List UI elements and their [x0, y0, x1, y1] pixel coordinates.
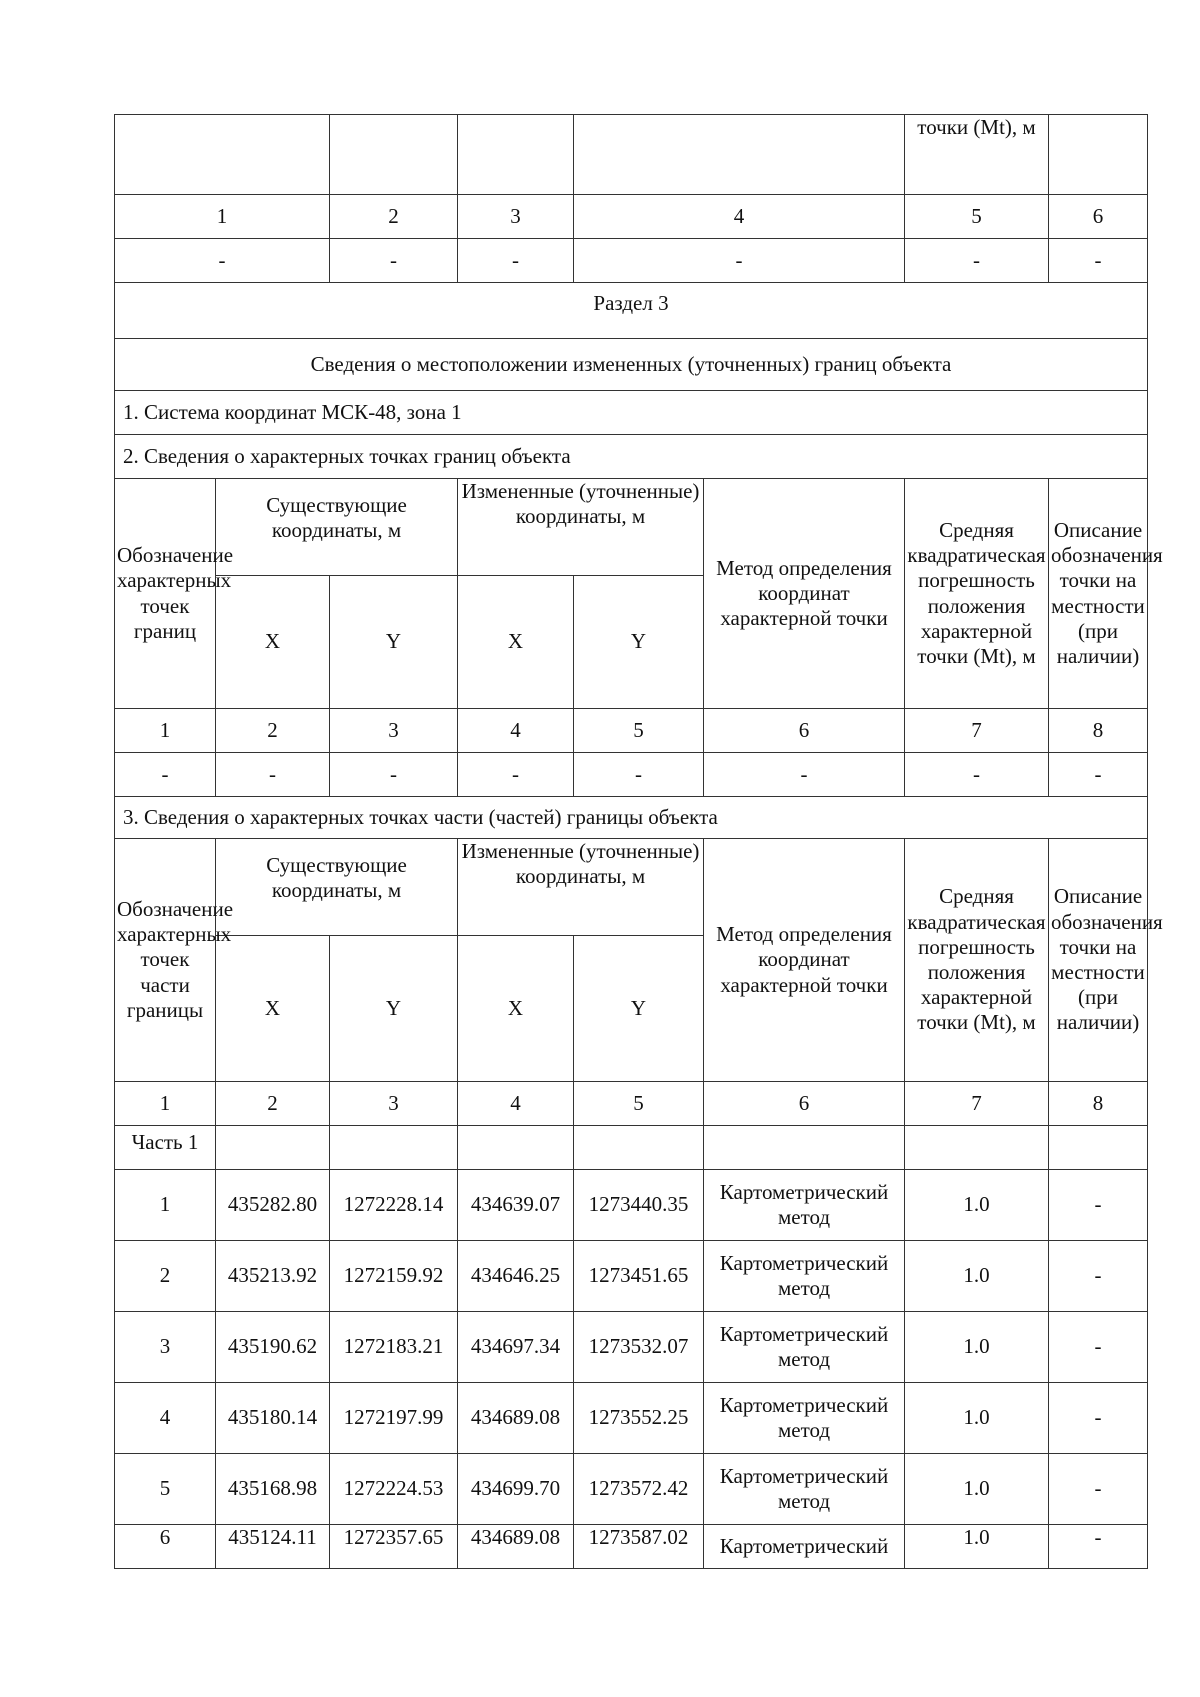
- mt-error: 1.0: [905, 1170, 1049, 1241]
- top-empty-cell: -: [905, 239, 1049, 283]
- header-existing-x: X: [216, 576, 330, 709]
- header-changed-coords: Измененные (уточненные) координаты, м: [458, 479, 704, 576]
- existing-y: 1272159.92: [330, 1241, 458, 1312]
- top-cell: [330, 115, 458, 195]
- empty-cell: -: [1049, 753, 1148, 797]
- changed-x: 434689.08: [458, 1383, 574, 1454]
- description: -: [1049, 1383, 1148, 1454]
- existing-x: 435282.80: [216, 1170, 330, 1241]
- col-number: 3: [330, 709, 458, 753]
- col-number: 2: [216, 709, 330, 753]
- empty-cell: [574, 1126, 704, 1170]
- top-col-number: 4: [574, 195, 905, 239]
- description: -: [1049, 1241, 1148, 1312]
- col-number: 7: [905, 1082, 1049, 1126]
- points-heading: 2. Сведения о характерных точках границ объекта: [115, 435, 1148, 479]
- top-header-fragment-row: [115, 115, 1148, 195]
- empty-cell: -: [330, 753, 458, 797]
- point-number: 4: [115, 1383, 216, 1454]
- col-number: 6: [704, 1082, 905, 1126]
- table-row: [115, 1170, 1148, 1241]
- existing-y: 1272228.14: [330, 1170, 458, 1241]
- top-empty-cell: -: [574, 239, 905, 283]
- mt-error: 1.0: [905, 1312, 1049, 1383]
- point-number: 2: [115, 1241, 216, 1312]
- top-col-number: 6: [1049, 195, 1148, 239]
- points-column-numbers-row: [115, 709, 1148, 753]
- description: -: [1049, 1170, 1148, 1241]
- table-row: [115, 1525, 1148, 1569]
- empty-cell: [330, 1126, 458, 1170]
- header-description: Описание обозначения точки на местности (при наличии): [1049, 479, 1148, 709]
- empty-cell: -: [704, 753, 905, 797]
- method: Картометрический метод: [704, 1170, 905, 1241]
- empty-cell: [216, 1126, 330, 1170]
- header-method: Метод определения координат характерной точки: [704, 839, 905, 1082]
- points-empty-row: [115, 753, 1148, 797]
- changed-y: 1273572.42: [574, 1454, 704, 1525]
- top-header-fragment: точки (Mt), м: [905, 115, 1049, 195]
- point-number: 3: [115, 1312, 216, 1383]
- changed-x: 434646.25: [458, 1241, 574, 1312]
- top-empty-cell: -: [1049, 239, 1148, 283]
- header-existing-coords: Существующие координаты, м: [216, 839, 458, 936]
- empty-cell: [1049, 1126, 1148, 1170]
- part-label-row: [115, 1126, 1148, 1170]
- description: -: [1049, 1454, 1148, 1525]
- empty-cell: -: [458, 753, 574, 797]
- col-number: 7: [905, 709, 1049, 753]
- col-number: 3: [330, 1082, 458, 1126]
- existing-y: 1272183.21: [330, 1312, 458, 1383]
- header-error: Средняя квадратическая погрешность положения характерной точки (Mt), м: [905, 839, 1049, 1082]
- method: Картометрический метод: [704, 1312, 905, 1383]
- changed-y: 1273532.07: [574, 1312, 704, 1383]
- changed-y: 1273451.65: [574, 1241, 704, 1312]
- mt-error: 1.0: [905, 1241, 1049, 1312]
- existing-y: 1272357.65: [330, 1525, 458, 1569]
- coordinate-system: 1. Система координат МСК-48, зона 1: [115, 391, 1148, 435]
- empty-cell: [458, 1126, 574, 1170]
- col-number: 2: [216, 1082, 330, 1126]
- point-number: 6: [115, 1525, 216, 1569]
- empty-cell: -: [216, 753, 330, 797]
- description: -: [1049, 1525, 1148, 1569]
- top-column-numbers-row: [115, 195, 1148, 239]
- top-col-number: 3: [458, 195, 574, 239]
- top-cell: [115, 115, 330, 195]
- description: -: [1049, 1312, 1148, 1383]
- mt-error: 1.0: [905, 1454, 1049, 1525]
- table-row: [115, 1312, 1148, 1383]
- table-row: [115, 1383, 1148, 1454]
- method: Картометрический: [704, 1525, 905, 1569]
- method: Картометрический метод: [704, 1241, 905, 1312]
- top-empty-cell: -: [330, 239, 458, 283]
- top-col-number: 1: [115, 195, 330, 239]
- header-point-designation: Обозначение характерных точек границ: [115, 479, 216, 709]
- empty-cell: -: [115, 753, 216, 797]
- header-existing-y: Y: [330, 936, 458, 1082]
- existing-x: 435124.11: [216, 1525, 330, 1569]
- top-col-number: 2: [330, 195, 458, 239]
- header-part-point-designation: Обозначение характерных точек части границы: [115, 839, 216, 1082]
- existing-x: 435180.14: [216, 1383, 330, 1454]
- table-row: [115, 1454, 1148, 1525]
- method: Картометрический метод: [704, 1383, 905, 1454]
- top-cell: [458, 115, 574, 195]
- coordinate-rows: [115, 1170, 1148, 1569]
- top-cell: [574, 115, 905, 195]
- parts-heading: 3. Сведения о характерных точках части (частей) границы объекта: [115, 797, 1148, 839]
- existing-x: 435213.92: [216, 1241, 330, 1312]
- col-number: 5: [574, 709, 704, 753]
- header-error: Средняя квадратическая погрешность положения характерной точки (Mt), м: [905, 479, 1049, 709]
- col-number: 4: [458, 709, 574, 753]
- top-empty-row: [115, 239, 1148, 283]
- col-number: 5: [574, 1082, 704, 1126]
- changed-x: 434689.08: [458, 1525, 574, 1569]
- changed-x: 434639.07: [458, 1170, 574, 1241]
- header-changed-coords: Измененные (уточненные) координаты, м: [458, 839, 704, 936]
- header-changed-y: Y: [574, 936, 704, 1082]
- top-empty-cell: -: [115, 239, 330, 283]
- col-number: 4: [458, 1082, 574, 1126]
- col-number: 6: [704, 709, 905, 753]
- changed-y: 1273552.25: [574, 1383, 704, 1454]
- empty-cell: [905, 1126, 1049, 1170]
- existing-x: 435168.98: [216, 1454, 330, 1525]
- coordinates-table: [114, 114, 1163, 1569]
- parts-column-numbers-row: [115, 1082, 1148, 1126]
- point-number: 1: [115, 1170, 216, 1241]
- mt-error: 1.0: [905, 1383, 1049, 1454]
- header-method: Метод определения координат характерной точки: [704, 479, 905, 709]
- existing-x: 435190.62: [216, 1312, 330, 1383]
- header-changed-x: X: [458, 576, 574, 709]
- section-subtitle: Сведения о местоположении измененных (уточненных) границ объекта: [115, 339, 1148, 391]
- changed-y: 1273587.02: [574, 1525, 704, 1569]
- header-changed-x: X: [458, 936, 574, 1082]
- table-row: [115, 1241, 1148, 1312]
- header-existing-y: Y: [330, 576, 458, 709]
- col-number: 1: [115, 1082, 216, 1126]
- header-description: Описание обозначения точки на местности (при наличии): [1049, 839, 1148, 1082]
- top-cell: [1049, 115, 1148, 195]
- top-col-number: 5: [905, 195, 1049, 239]
- changed-y: 1273440.35: [574, 1170, 704, 1241]
- top-empty-cell: -: [458, 239, 574, 283]
- point-number: 5: [115, 1454, 216, 1525]
- header-existing-x: X: [216, 936, 330, 1082]
- existing-y: 1272224.53: [330, 1454, 458, 1525]
- header-changed-y: Y: [574, 576, 704, 709]
- existing-y: 1272197.99: [330, 1383, 458, 1454]
- method: Картометрический метод: [704, 1454, 905, 1525]
- header-existing-coords: Существующие координаты, м: [216, 479, 458, 576]
- empty-cell: [704, 1126, 905, 1170]
- part-label: Часть 1: [115, 1126, 216, 1170]
- changed-x: 434697.34: [458, 1312, 574, 1383]
- col-number: 8: [1049, 1082, 1148, 1126]
- empty-cell: -: [905, 753, 1049, 797]
- mt-error: 1.0: [905, 1525, 1049, 1569]
- changed-x: 434699.70: [458, 1454, 574, 1525]
- section-title: Раздел 3: [115, 283, 1148, 339]
- empty-cell: -: [574, 753, 704, 797]
- col-number: 1: [115, 709, 216, 753]
- col-number: 8: [1049, 709, 1148, 753]
